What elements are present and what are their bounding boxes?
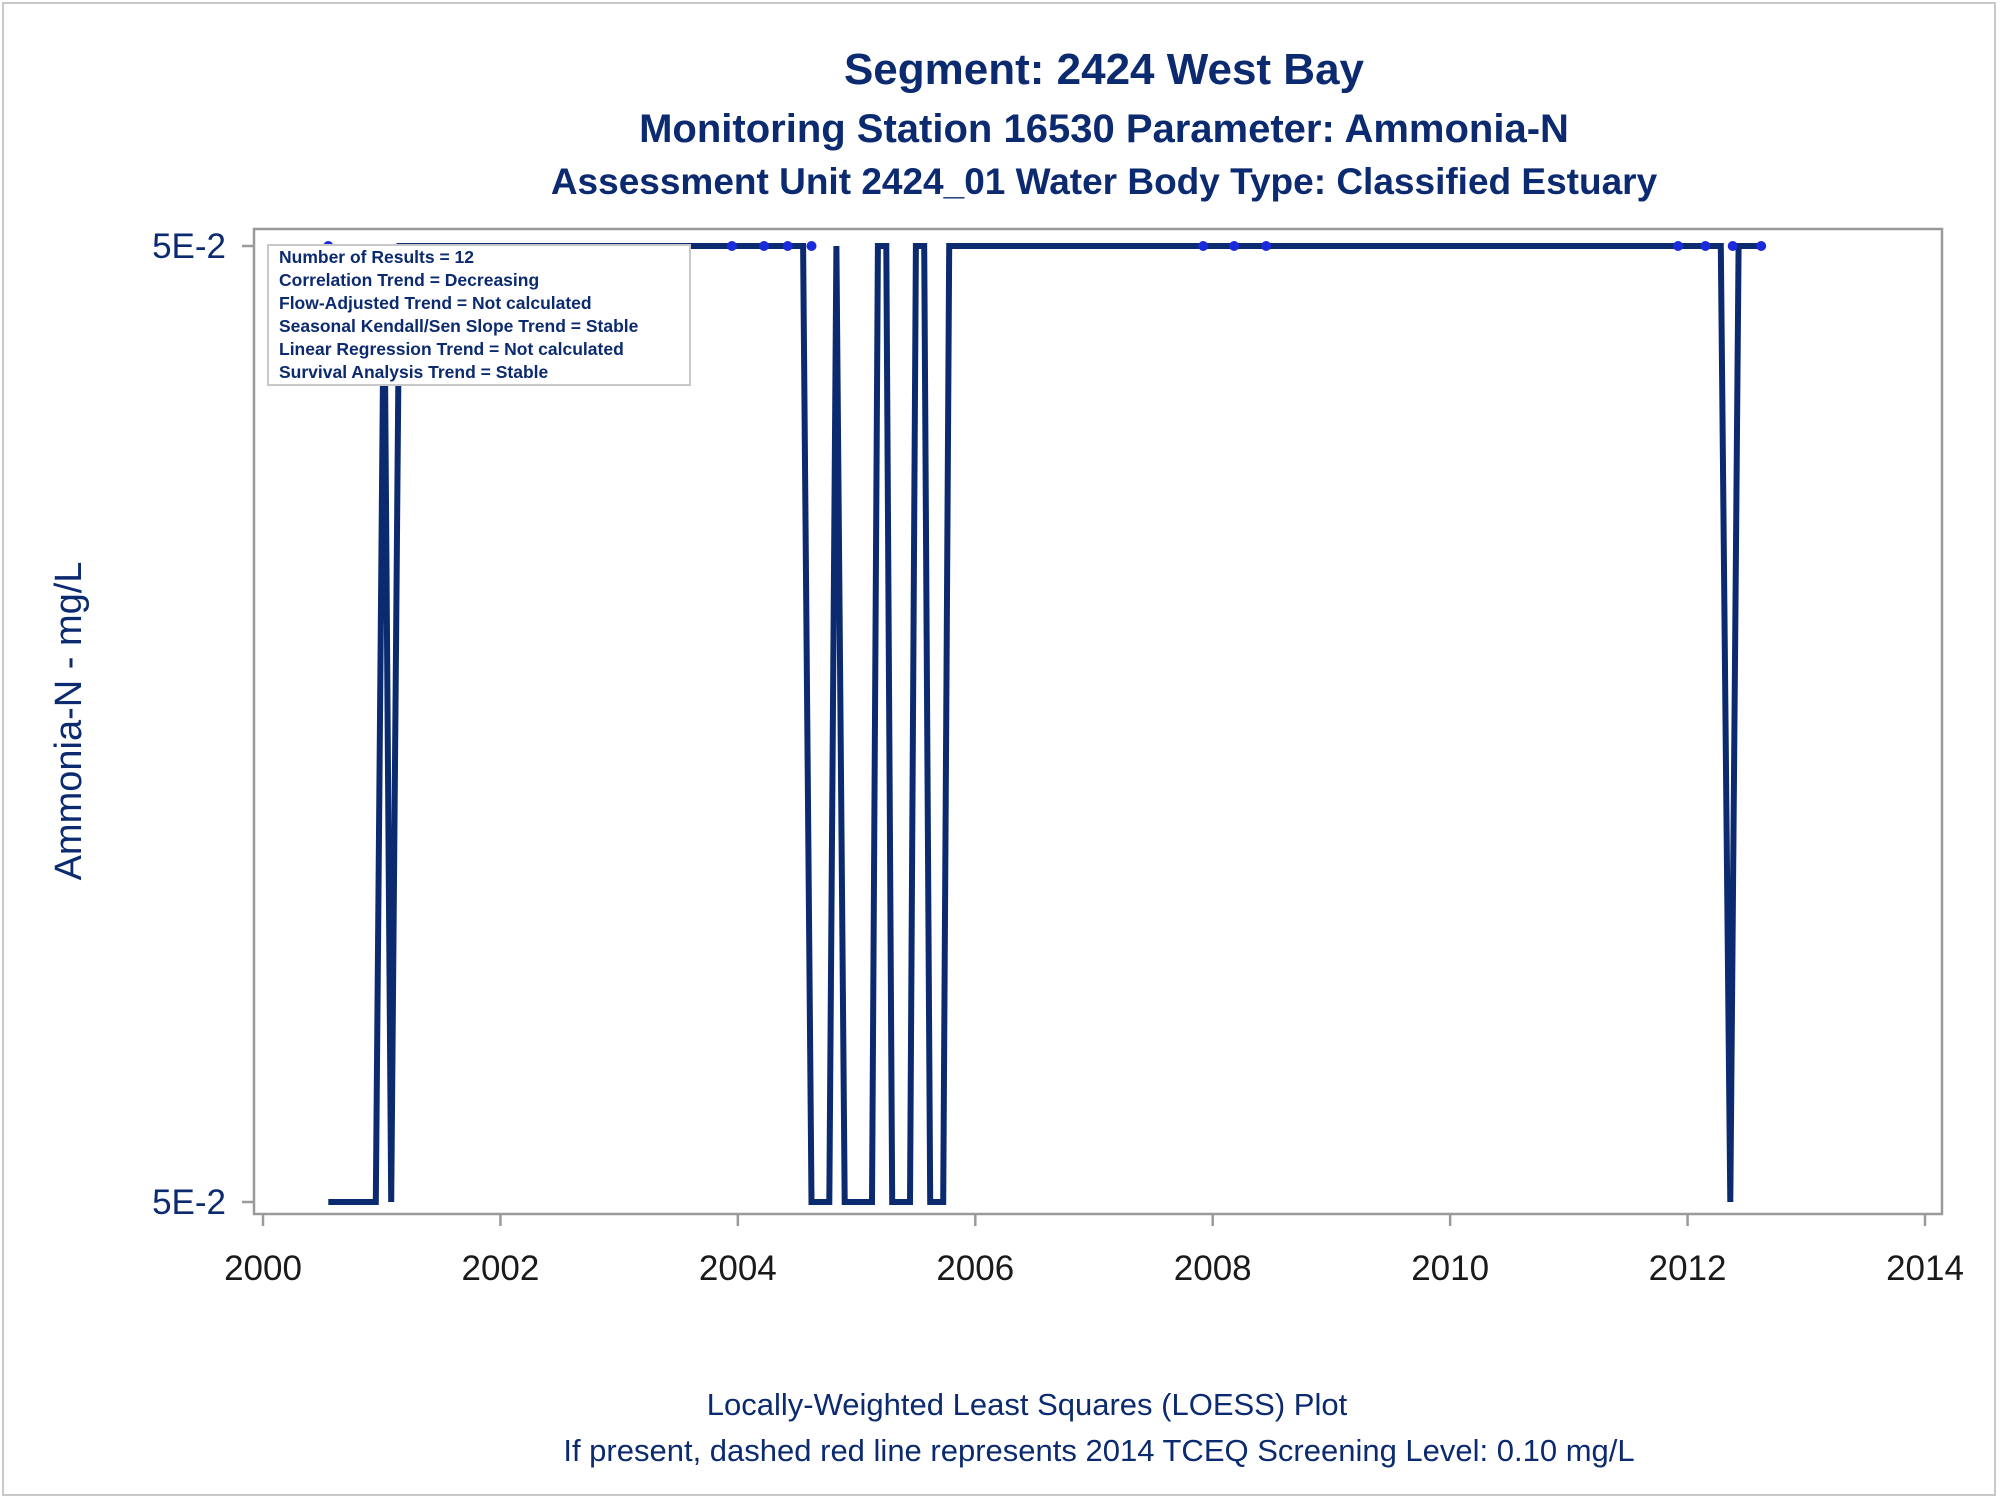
- x-axis-ticks: [224, 1214, 1964, 1288]
- chart-subtitle-1: Monitoring Station 16530 Parameter: Ammonia-N: [639, 107, 1569, 151]
- data-point: [727, 241, 737, 251]
- x-tick-label-2006: 2006: [936, 1249, 1015, 1288]
- data-point: [807, 241, 817, 251]
- x-tick-label-2012: 2012: [1648, 1249, 1727, 1288]
- stats-line: Flow-Adjusted Trend = Not calculated: [279, 293, 592, 313]
- footnote-1: Locally-Weighted Least Squares (LOESS) Plot: [706, 1387, 1348, 1422]
- footnote-2: If present, dashed red line represents 2014 TCEQ Screening Level: 0.10 mg/L: [563, 1433, 1635, 1468]
- y-tick-label-top: 5E-2: [152, 227, 226, 266]
- loess-chart: [4, 4, 2000, 1504]
- data-point: [759, 241, 769, 251]
- chart-title: Segment: 2424 West Bay: [843, 45, 1365, 94]
- chart-frame: [2, 2, 1996, 1496]
- data-point: [1229, 241, 1239, 251]
- stats-line: Correlation Trend = Decreasing: [279, 270, 540, 290]
- stats-line: Linear Regression Trend = Not calculated: [279, 339, 624, 359]
- chart-subtitle-2: Assessment Unit 2424_01 Water Body Type: Classified Estuary: [550, 161, 1658, 202]
- x-tick-label-2002: 2002: [461, 1249, 540, 1288]
- stats-line: Seasonal Kendall/Sen Slope Trend = Stable: [279, 316, 639, 336]
- x-tick-label-2004: 2004: [698, 1249, 777, 1288]
- data-point: [1756, 241, 1766, 251]
- stats-line: Number of Results = 12: [279, 247, 474, 267]
- x-tick-label-2000: 2000: [224, 1249, 302, 1288]
- x-tick-label-2008: 2008: [1173, 1249, 1252, 1288]
- data-point: [1673, 241, 1683, 251]
- data-point: [783, 241, 793, 251]
- x-tick-label-2010: 2010: [1411, 1249, 1490, 1288]
- y-axis-label: Ammonia-N - mg/L: [48, 561, 90, 881]
- stats-line: Survival Analysis Trend = Stable: [279, 362, 549, 382]
- data-point: [1700, 241, 1710, 251]
- x-tick-label-2014: 2014: [1886, 1249, 1964, 1288]
- data-point: [1198, 241, 1208, 251]
- data-point: [1728, 241, 1738, 251]
- y-tick-label-bottom: 5E-2: [152, 1183, 226, 1222]
- data-point: [1261, 241, 1271, 251]
